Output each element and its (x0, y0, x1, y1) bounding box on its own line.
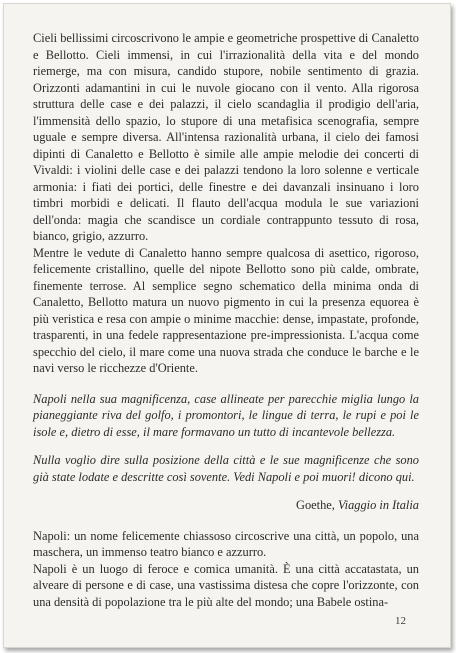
quote-attribution (33, 497, 419, 514)
spacer (33, 514, 419, 528)
spacer (33, 377, 419, 391)
paragraph-canaletto-bellotto-skies: Cieli bellissimi circoscrivono le ampie e geometriche prospettive di Canaletto e Bellotto. Cieli immensi, in cui l'irrazionalità della vita e del mondo riemerge, ma con misura, candido stupore, nobile sentimento di grazia. Orizzonti adamantini in cui le nuvole giocano con il vento. Alla rigorosa struttura delle case e dei palazzi, il cielo scandaglia il prodigio dell'aria, l'immensità dello spazio, lo stupore di una metafisica scenografia, sempre uguale e sempre diversa. All'intensa razionalità urbana, il cielo dei famosi dipinti di Canaletto e Bellotto è simile alle ampie melodie dei concerti di Vivaldi: i violini delle case e dei palazzi tendono la loro solenne e verticale armonia: i fiati dei portici, delle finestre e dei davanzali insinuano i loro timbri morbidi e delicati. Il flauto dell'acqua modula le sue variazioni dell'onda: magia che scandisce un cordiale contrappunto tessuto di rosa, bianco, grigio, azzurro. (33, 31, 419, 243)
book-page (3, 3, 451, 648)
quote-vedi-napoli: Nulla voglio dire sulla posizione della città e le sue magnificenze che sono già state lodate e descritte così sovente. Vedi Napoli e poi muori! dicono qui. (33, 453, 419, 484)
quote-napoli-magnificence: Napoli nella sua magnificenza, case allineate per parecchie miglia lungo la pianeggiante riva del golfo, i promontori, le lingue di terra, le rupi e poi le isole e, dietro di esse, il mare formavano un tutto di incantevole bellezza. (33, 391, 419, 439)
paragraph-napoli-name: Napoli: un nome felicemente chiassoso circoscrive una città, un popolo, una maschera, un immenso teatro bianco e azzurro. (33, 528, 419, 559)
paragraph-napoli-humanity: Napoli è un luogo di feroce e comica umanità. È una città accatastata, un alveare di persone e di case, una vastissima distesa che copre l'orizzonte, con una densità di popolazione tra le più alte del mondo; una Babele ostina- (33, 561, 419, 609)
paragraph-bellotto-water: Mentre le vedute di Canaletto hanno sempre qualcosa di asettico, rigoroso, felicemente cristallino, quelle del nipote Bellotto sono più calde, ombrate, finemente terrose. Al semplice segno schematico della minima onda di Canaletto, Bellotto matura un nuovo pigmento in cui la presenza equorea è più veristica e resa con ampie o minime macchie: dense, impastate, profonde, trasparenti, in una fedele rappresentazione pre-impressionista. L'acqua come specchio del cielo, il mare come una nuova strada che conduce le barche e le navi verso le ricchezze d'Oriente. (33, 245, 419, 375)
body-text (33, 30, 419, 610)
page-number: 12 (395, 615, 406, 627)
attribution-author: Goethe, (296, 498, 338, 512)
attribution-source: Viaggio in Italia (338, 498, 419, 512)
